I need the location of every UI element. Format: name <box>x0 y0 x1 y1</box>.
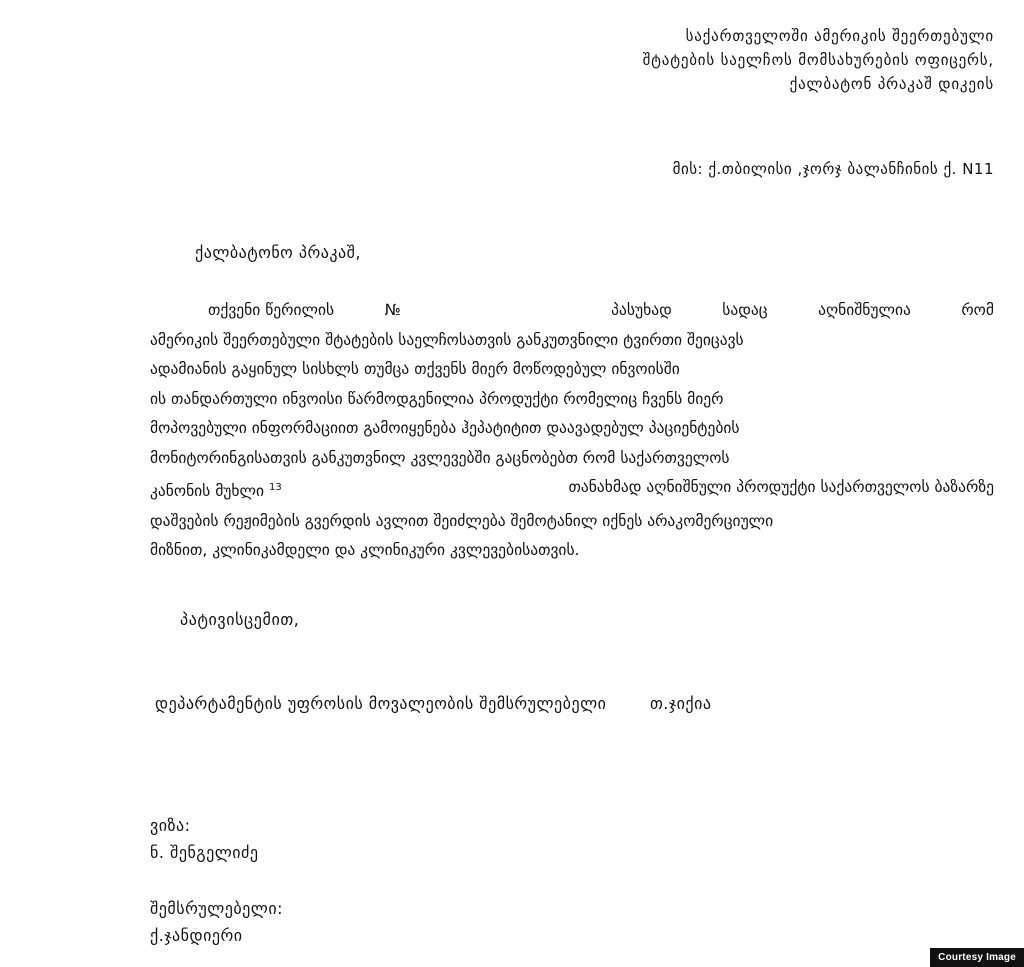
body-text-segment: მონიტორინგისათვის განკუთვნილ კვლევებში გაცნობებთ რომ საქართველოს <box>150 448 730 467</box>
body-text-segment: თქვენი წერილის <box>208 301 335 319</box>
reference-number-sign <box>385 296 561 326</box>
recipient-line: შტატების საელჩოს მომსახურების ოფიცერს, <box>642 51 994 69</box>
recipient-line: ქალბატონ პრაკაშ დიკეის <box>789 75 994 93</box>
body-text-segment: თანახმად აღნიშნული პროდუქტი საქართველოს ბაზარზე <box>568 478 994 496</box>
body-text-segment: რომ <box>961 301 994 319</box>
body-text-segment: პასუხად <box>611 301 672 319</box>
signatory-name: თ.ჯიქია <box>649 694 712 713</box>
body-line <box>150 414 994 444</box>
body-text-segment: ამერიკის შეერთებული შტატების საელჩოსათვის განკუთვნილი ტვირთი შეიცავს <box>150 330 744 349</box>
executor-name: ქ.ჯანდიერი <box>150 926 243 945</box>
closing-regards: პატივისცემით, <box>180 610 300 629</box>
body-text-segment: ის თანდართული ინვოისი წარმოდგენილია პროდუქტი რომელიც ჩვენს მიერ <box>150 389 724 408</box>
body-line <box>150 326 994 356</box>
executor-block <box>150 895 283 949</box>
signature-line <box>155 694 712 713</box>
number-sign: № <box>384 301 401 319</box>
letter-body <box>150 296 994 566</box>
recipient-line: საქართველოში ამერიკის შეერთებული <box>685 27 994 45</box>
body-line <box>150 507 994 537</box>
article-superscript: 13 <box>268 482 282 493</box>
body-text-segment: ადამიანის გაყინულ სისხლს თუმცა თქვენს მიერ მოწოდებულ ინვოისში <box>150 360 680 378</box>
image-credit: Courtesy Image <box>930 948 1024 967</box>
signatory-title: დეპარტამენტის უფროსის მოვალეობის შემსრულებელი <box>155 694 607 713</box>
visa-block <box>150 812 259 866</box>
recipient-block <box>643 24 994 96</box>
body-text-segment: მიზნით, კლინიკამდელი და კლინიკური კვლევებისათვის. <box>150 541 580 560</box>
visa-name: ნ. შენგელიძე <box>150 843 259 862</box>
body-text-segment: მოპოვებული ინფორმაციით გამოიყენება ჰეპატიტით დაავადებულ პაციენტების <box>150 419 740 437</box>
body-line <box>150 355 994 385</box>
visa-label: ვიზა: <box>150 816 191 835</box>
body-line <box>150 536 994 566</box>
body-line <box>150 473 994 507</box>
body-text-segment: აღნიშნულია <box>818 301 911 319</box>
body-line <box>150 296 994 326</box>
body-line <box>150 385 994 415</box>
body-text-segment: სადაც <box>722 301 768 319</box>
executor-label: შემსრულებელი: <box>150 899 283 918</box>
body-text-segment <box>150 473 282 507</box>
body-line <box>150 444 994 474</box>
sender-address: მის: ქ.თბილისი ,ჯორჯ ბალანჩინის ქ. N11 <box>672 160 994 178</box>
law-article-text: კანონის მუხლი <box>150 482 265 501</box>
body-text-segment: დაშვების რეჟიმების გვერდის ავლით შეიძლება შემოტანილ იქნეს არაკომერციული <box>150 511 774 530</box>
salutation: ქალბატონო პრაკაშ, <box>195 243 361 262</box>
